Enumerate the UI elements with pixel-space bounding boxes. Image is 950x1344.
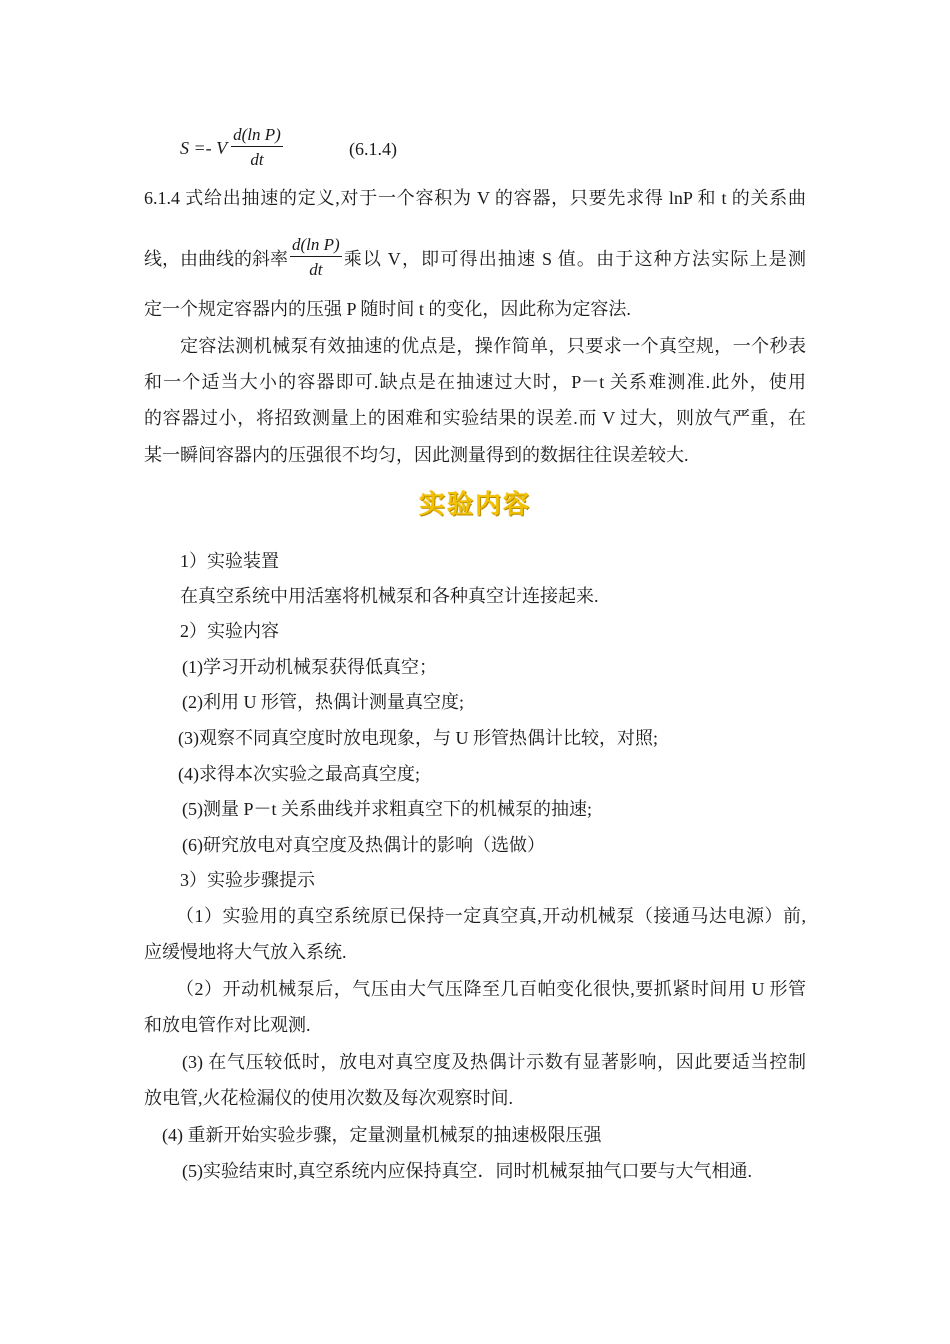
apparatus-text: 在真空系统中用活塞将机械泵和各种真空计连接起来. [180,586,599,606]
step-2-line-2: 和放电管作对比观测. [144,1015,311,1035]
p1-line2-after: 乘以 V，即可得出抽速 S 值。由于这种方法实际上是测 [343,249,806,269]
section-title: 实验内容 [418,490,531,520]
paragraph-2-line-1: 定容法测机械泵有效抽速的优点是，操作简单，只要求一个真空规，一个秒表 [180,336,806,356]
paragraph-2-line-3: 的容器过小，将招致测量上的困难和实验结果的误差.而 V 过大，则放气严重，在 [144,408,806,428]
list-item: (2)利用 U 形管，热偶计测量真空度; [182,692,464,712]
heading-steps: 3）实验步骤提示 [180,870,315,890]
step-3-line-1: (3) 在气压较低时，放电对真空度及热偶计示数有显著影响，因此要适当控制 [182,1052,806,1072]
slope-fraction [290,235,342,281]
heading-content: 2）实验内容 [180,621,279,641]
list-item: (4)求得本次实验之最高真空度; [178,764,420,784]
paragraph-2-line-2: 和一个适当大小的容器即可.缺点是在抽速过大时，P－t 关系难测准.此外，使用 [144,372,806,392]
list-item: (5)测量 P－t 关系曲线并求粗真空下的机械泵的抽速; [182,799,592,819]
list-item: (6)研究放电对真空度及热偶计的影响（选做） [182,835,545,855]
formula-numerator: d(ln P) [231,125,283,147]
step-3-line-2: 放电管,火花检漏仪的使用次数及每次观察时间. [144,1088,513,1108]
step-4: (4) 重新开始实验步骤，定量测量机械泵的抽速极限压强 [162,1125,602,1145]
slope-numerator: d(ln P) [290,235,342,257]
step-5: (5)实验结束时,真空系统内应保持真空．同时机械泵抽气口要与大气相通. [182,1161,752,1181]
step-2-line-1: （2）开动机械泵后，气压由大气压降至几百帕变化很快,要抓紧时间用 U 形管 [176,979,806,999]
list-item: (3)观察不同真空度时放电现象，与 U 形管热偶计比较，对照; [178,728,658,748]
step-1-line-2: 应缓慢地将大气放入系统. [144,942,347,962]
formula-lhs: S =- V [180,137,228,158]
list-item: (1)学习开动机械泵获得低真空； [182,657,437,677]
paragraph-1-line-3: 定一个规定容器内的压强 P 随时间 t 的变化，因此称为定容法. [144,299,631,319]
equation-number: (6.1.4) [349,139,397,159]
slope-denominator: dt [309,260,323,279]
formula-denominator: dt [250,150,264,169]
step-1-line-1: （1）实验用的真空系统原已保持一定真空真,开动机械泵（接通马达电源）前, [176,906,806,926]
formula-fraction [231,125,283,171]
paragraph-1-line-1: 6.1.4 式给出抽速的定义,对于一个容积为 V 的容器，只要先求得 lnP 和 t 的关系曲 [144,188,806,208]
heading-apparatus: 1）实验装置 [180,551,279,571]
p1-line2-before: 线，由曲线的斜率 [144,249,288,269]
paragraph-1-line-2 [144,236,806,282]
paragraph-2-line-4: 某一瞬间容器内的压强很不均匀，因此测量得到的数据往往误差较大. [144,445,689,465]
formula-6-1-4 [180,125,283,171]
